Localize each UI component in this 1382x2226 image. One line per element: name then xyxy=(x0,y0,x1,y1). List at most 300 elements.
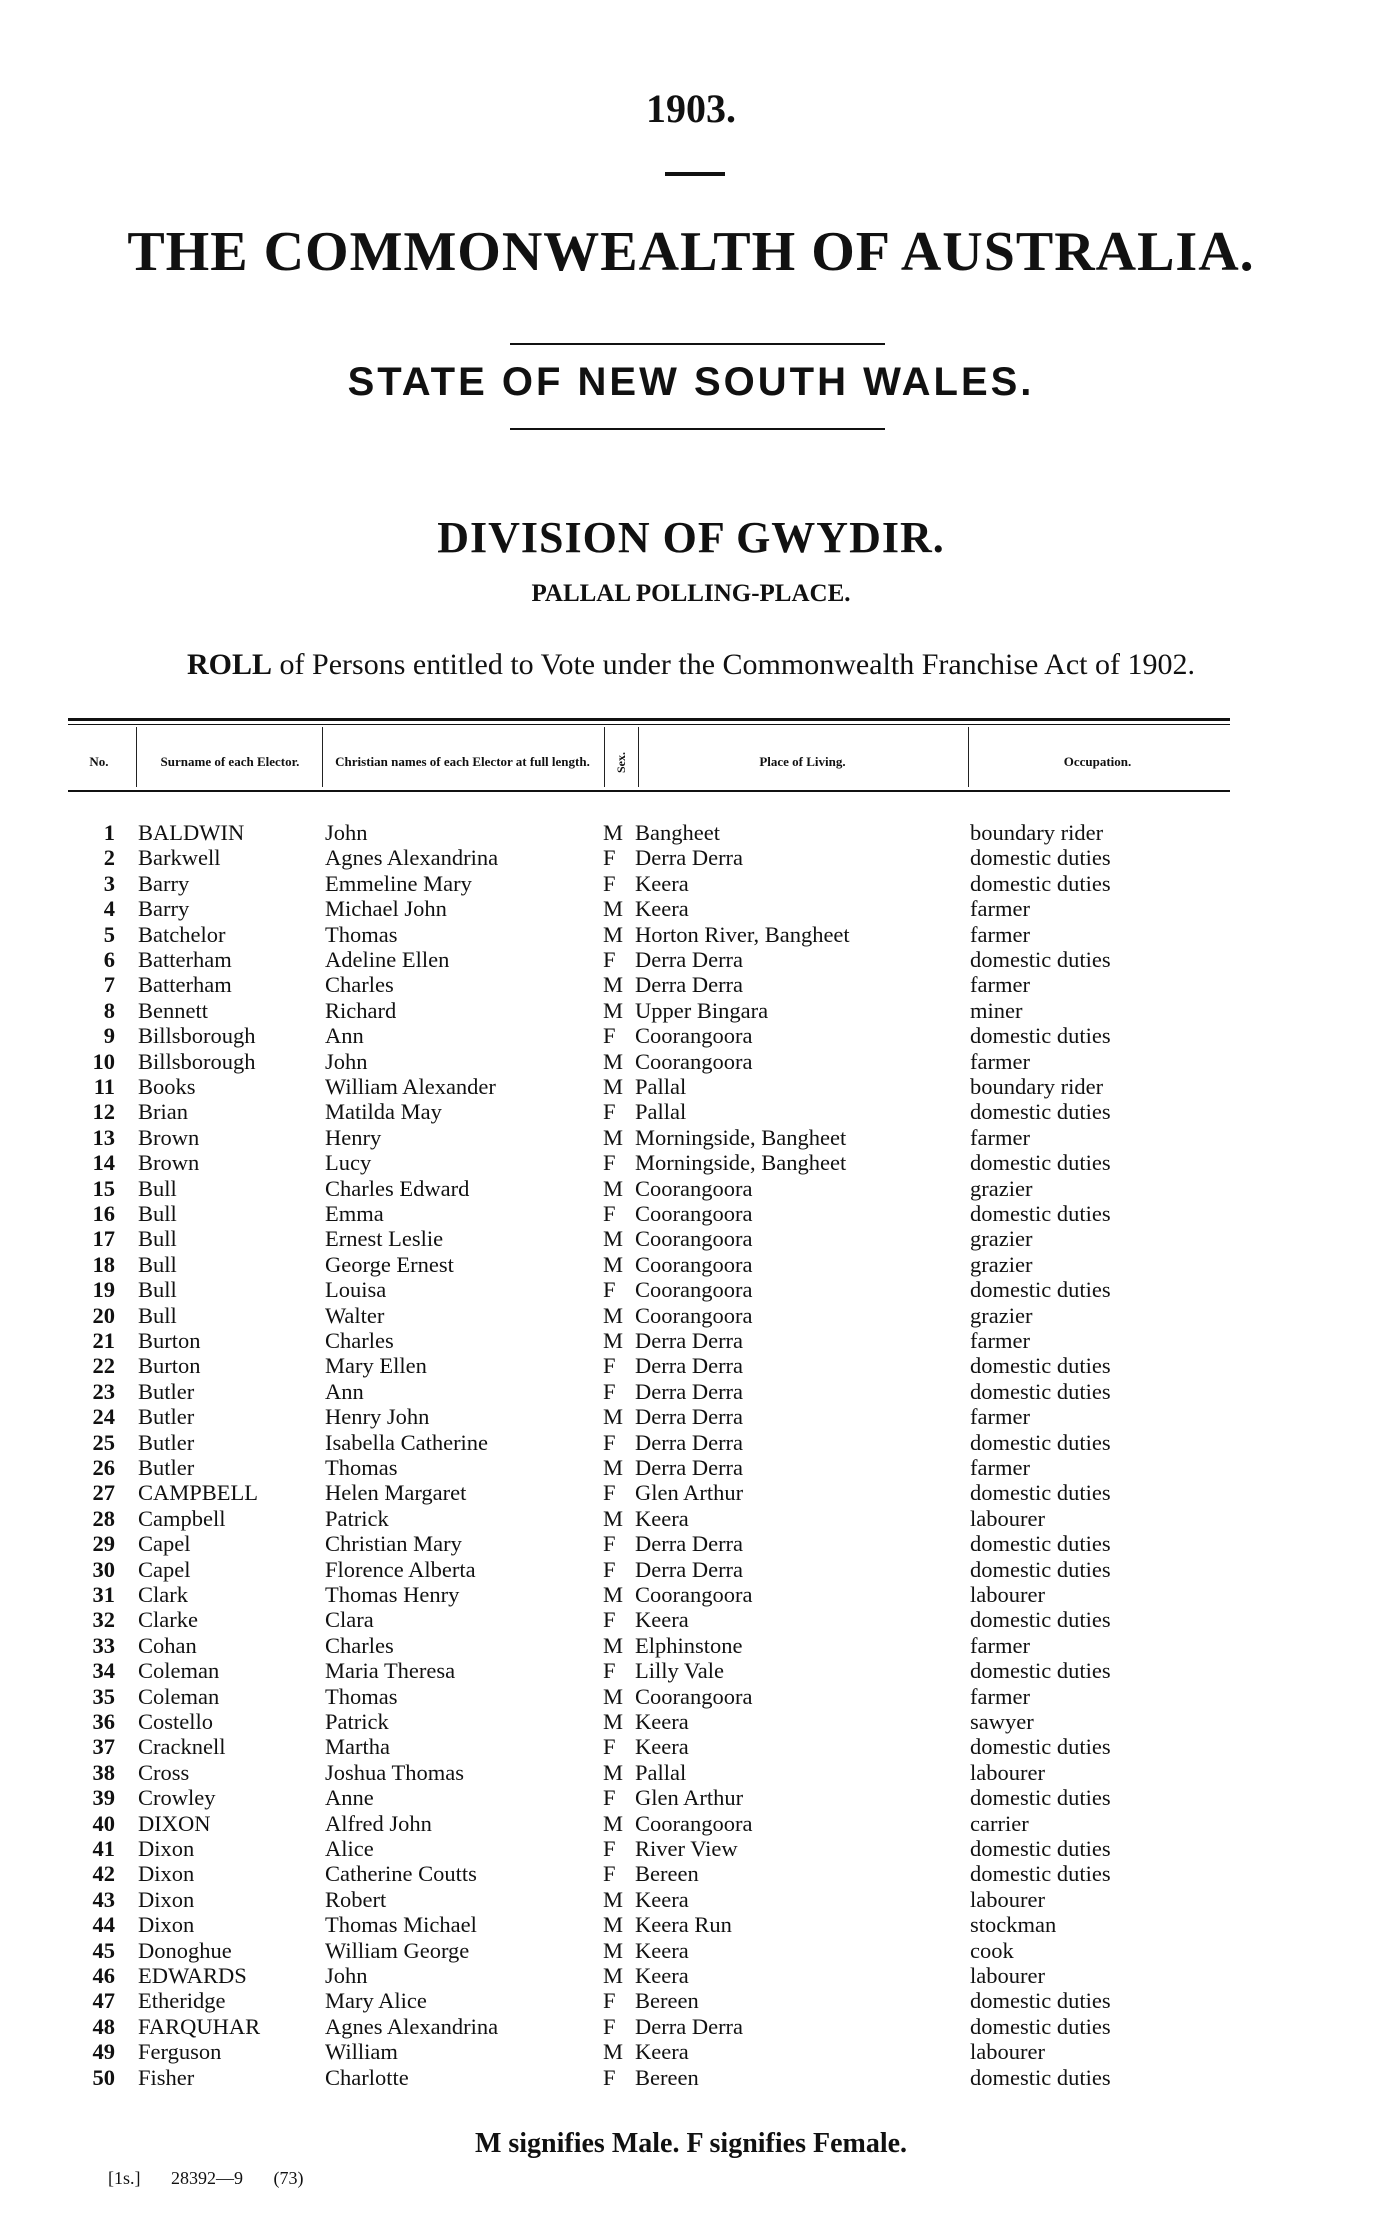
elector-christian-names: John xyxy=(325,820,368,845)
elector-christian-names: Patrick xyxy=(325,1709,389,1734)
elector-occupation: labourer xyxy=(970,2039,1045,2065)
elector-place: Glen Arthur xyxy=(635,1785,744,1811)
elector-christian-names: Robert xyxy=(325,1886,387,1912)
elector-surname: Dixon xyxy=(138,1861,195,1887)
elector-christian-names: Maria Theresa xyxy=(325,1658,456,1684)
elector-place: Derra Derra xyxy=(635,1429,744,1455)
elector-place: Derra Derra xyxy=(635,1328,744,1353)
elector-surname: Cracknell xyxy=(138,1734,226,1760)
elector-sex: F xyxy=(603,1861,616,1887)
elector-place: Coorangoora xyxy=(635,1302,753,1328)
elector-surname: Bull xyxy=(138,1277,177,1303)
elector-christian-names: Walter xyxy=(325,1302,385,1328)
elector-surname: Bull xyxy=(138,1251,177,1277)
elector-occupation: domestic duties xyxy=(970,1836,1111,1861)
elector-christian-names: Alfred John xyxy=(325,1810,432,1836)
table-row xyxy=(0,1582,1382,1607)
elector-occupation: farmer xyxy=(970,1048,1030,1074)
elector-christian-names: Charles xyxy=(325,972,394,998)
elector-christian-names: Joshua Thomas xyxy=(325,1759,464,1785)
table-row xyxy=(0,1836,1382,1861)
elector-surname: Batterham xyxy=(138,947,232,972)
column-divider xyxy=(604,727,605,787)
elector-surname: Fisher xyxy=(138,2064,195,2090)
column-divider xyxy=(322,727,323,787)
table-row xyxy=(0,1912,1382,1937)
elector-number: 4 xyxy=(103,896,115,922)
elector-surname: Donoghue xyxy=(138,1937,232,1963)
elector-number: 31 xyxy=(92,1582,115,1607)
elector-sex: M xyxy=(603,1404,624,1430)
elector-surname: Butler xyxy=(138,1378,195,1404)
elector-occupation: farmer xyxy=(970,1632,1030,1658)
elector-sex: M xyxy=(603,1963,624,1988)
table-row xyxy=(0,2039,1382,2064)
elector-sex: M xyxy=(603,896,624,922)
table-row xyxy=(0,1760,1382,1785)
elector-occupation: grazier xyxy=(970,1226,1033,1252)
elector-number: 25 xyxy=(92,1429,115,1455)
elector-occupation: boundary rider xyxy=(970,1074,1104,1099)
elector-occupation: farmer xyxy=(970,1455,1030,1480)
table-row xyxy=(0,1633,1382,1658)
elector-occupation: domestic duties xyxy=(970,845,1111,871)
elector-number: 46 xyxy=(92,1963,115,1988)
elector-sex: M xyxy=(603,1302,624,1328)
elector-sex: M xyxy=(603,921,624,947)
table-row xyxy=(0,2065,1382,2090)
state-heading: STATE OF NEW SOUTH WALES. xyxy=(347,360,1035,404)
elector-sex: F xyxy=(603,1734,616,1760)
elector-sex: M xyxy=(603,1810,624,1836)
elector-surname: CAMPBELL xyxy=(138,1480,259,1506)
elector-occupation: domestic duties xyxy=(970,947,1111,972)
elector-place: Morningside, Bangheet xyxy=(635,1124,847,1150)
elector-christian-names: Charles xyxy=(325,1328,394,1353)
elector-sex: M xyxy=(603,1455,624,1480)
elector-christian-names: Michael John xyxy=(325,896,447,922)
elector-christian-names: Emmeline Mary xyxy=(325,870,472,896)
elector-christian-names: John xyxy=(325,1048,368,1074)
elector-number: 3 xyxy=(103,870,115,896)
table-top-rule-thin xyxy=(68,724,1230,725)
elector-place: Coorangoora xyxy=(635,1277,753,1303)
elector-sex: M xyxy=(603,1912,624,1938)
elector-surname: Bull xyxy=(138,1226,177,1252)
elector-number: 21 xyxy=(92,1328,115,1353)
column-header-sex xyxy=(606,732,636,792)
elector-sex: M xyxy=(603,972,624,998)
elector-christian-names: Henry xyxy=(325,1124,382,1150)
table-row xyxy=(0,1074,1382,1099)
elector-place: Keera xyxy=(635,1734,689,1760)
table-row xyxy=(0,1734,1382,1759)
elector-surname: Costello xyxy=(138,1709,214,1734)
elector-sex: F xyxy=(603,2064,616,2090)
table-row xyxy=(0,1480,1382,1505)
elector-sex: F xyxy=(603,1556,616,1582)
elector-place: Derra Derra xyxy=(635,947,744,972)
elector-christian-names: Ann xyxy=(325,1378,364,1404)
elector-occupation: domestic duties xyxy=(970,1150,1111,1176)
elector-place: Upper Bingara xyxy=(635,997,769,1023)
elector-christian-names: Clara xyxy=(325,1607,374,1633)
elector-surname: Crowley xyxy=(138,1785,216,1811)
elector-occupation: labourer xyxy=(970,1886,1045,1912)
elector-place: Bangheet xyxy=(635,820,720,845)
elector-number: 10 xyxy=(92,1048,115,1074)
elector-sex: M xyxy=(603,1582,624,1607)
table-row xyxy=(0,1785,1382,1810)
elector-christian-names: William George xyxy=(325,1937,470,1963)
elector-surname: Cross xyxy=(138,1759,190,1785)
elector-sex: F xyxy=(603,1785,616,1811)
table-row xyxy=(0,998,1382,1023)
elector-place: Keera Run xyxy=(635,1912,732,1938)
elector-christian-names: Thomas xyxy=(325,1455,398,1480)
elector-christian-names: Martha xyxy=(325,1734,390,1760)
column-divider xyxy=(968,727,969,787)
elector-place: Keera xyxy=(635,1886,689,1912)
elector-christian-names: William Alexander xyxy=(325,1074,496,1099)
elector-surname: Bennett xyxy=(138,997,208,1023)
elector-surname: Butler xyxy=(138,1429,195,1455)
table-row xyxy=(0,1277,1382,1302)
elector-place: Glen Arthur xyxy=(635,1480,744,1506)
elector-sex: M xyxy=(603,1759,624,1785)
elector-number: 28 xyxy=(92,1505,115,1531)
elector-christian-names: Mary Ellen xyxy=(325,1353,427,1379)
elector-number: 24 xyxy=(92,1404,115,1430)
elector-number: 38 xyxy=(92,1759,115,1785)
elector-christian-names: Helen Margaret xyxy=(325,1480,467,1506)
elector-number: 23 xyxy=(92,1378,115,1404)
table-row xyxy=(0,1226,1382,1251)
elector-number: 17 xyxy=(92,1226,115,1252)
elector-sex: F xyxy=(603,2013,616,2039)
elector-christian-names: Thomas xyxy=(325,921,398,947)
table-row xyxy=(0,1303,1382,1328)
elector-surname: Billsborough xyxy=(138,1048,256,1074)
elector-occupation: farmer xyxy=(970,1328,1030,1353)
table-row xyxy=(0,1150,1382,1175)
elector-occupation: farmer xyxy=(970,896,1030,922)
elector-surname: Billsborough xyxy=(138,1023,256,1049)
column-header-surname: Surname of each Elector. xyxy=(160,754,300,769)
elector-christian-names: Florence Alberta xyxy=(325,1556,476,1582)
elector-sex: F xyxy=(603,1429,616,1455)
elector-number: 16 xyxy=(92,1201,115,1226)
elector-number: 39 xyxy=(92,1785,115,1811)
elector-christian-names: Patrick xyxy=(325,1505,389,1531)
printer-reference xyxy=(108,2168,330,2189)
elector-occupation: domestic duties xyxy=(970,1556,1111,1582)
elector-number: 45 xyxy=(92,1937,115,1963)
elector-occupation: boundary rider xyxy=(970,820,1104,845)
elector-number: 1 xyxy=(103,820,115,845)
elector-surname: Clarke xyxy=(138,1607,198,1633)
table-row xyxy=(0,1201,1382,1226)
elector-number: 47 xyxy=(92,1988,115,2014)
elector-occupation: labourer xyxy=(970,1505,1045,1531)
elector-sex: F xyxy=(603,1201,616,1226)
elector-number: 8 xyxy=(103,997,115,1023)
elector-place: Keera xyxy=(635,1937,689,1963)
table-row xyxy=(0,1811,1382,1836)
elector-occupation: domestic duties xyxy=(970,1277,1111,1303)
elector-occupation: farmer xyxy=(970,972,1030,998)
elector-place: Keera xyxy=(635,1607,689,1633)
elector-christian-names: Anne xyxy=(325,1785,374,1811)
table-row xyxy=(0,820,1382,845)
elector-place: Pallal xyxy=(635,1759,687,1785)
elector-place: Coorangoora xyxy=(635,1582,753,1607)
elector-occupation: miner xyxy=(970,997,1023,1023)
table-row xyxy=(0,972,1382,997)
elector-place: Derra Derra xyxy=(635,1404,744,1430)
elector-surname: Batterham xyxy=(138,972,232,998)
elector-sex: M xyxy=(603,1048,624,1074)
elector-christian-names: Agnes Alexandrina xyxy=(325,2013,499,2039)
elector-number: 26 xyxy=(92,1455,115,1480)
elector-occupation: domestic duties xyxy=(970,1785,1111,1811)
roll-title xyxy=(0,648,1382,682)
elector-christian-names: Charles Edward xyxy=(325,1175,470,1201)
elector-number: 43 xyxy=(92,1886,115,1912)
table-row xyxy=(0,1557,1382,1582)
table-row xyxy=(0,1353,1382,1378)
table-row xyxy=(0,1531,1382,1556)
elector-place: Derra Derra xyxy=(635,1353,744,1379)
elector-sex: F xyxy=(603,1353,616,1379)
elector-surname: Clark xyxy=(138,1582,188,1607)
elector-sex: F xyxy=(603,1836,616,1861)
elector-christian-names: Charles xyxy=(325,1632,394,1658)
elector-number: 9 xyxy=(103,1023,115,1049)
elector-occupation: domestic duties xyxy=(970,1480,1111,1506)
elector-sex: M xyxy=(603,1124,624,1150)
table-row xyxy=(0,1455,1382,1480)
table-row xyxy=(0,1607,1382,1632)
elector-surname: Coleman xyxy=(138,1683,220,1709)
table-row xyxy=(0,1938,1382,1963)
table-row xyxy=(0,1709,1382,1734)
elector-christian-names: Henry John xyxy=(325,1404,430,1430)
elector-surname: EDWARDS xyxy=(138,1963,247,1988)
elector-place: Pallal xyxy=(635,1074,687,1099)
elector-number: 6 xyxy=(103,947,115,972)
elector-christian-names: Alice xyxy=(325,1836,374,1861)
elector-occupation: domestic duties xyxy=(970,1378,1111,1404)
elector-sex: M xyxy=(603,1683,624,1709)
elector-surname: Etheridge xyxy=(138,1988,226,2014)
elector-place: River View xyxy=(635,1836,738,1861)
elector-occupation: grazier xyxy=(970,1302,1033,1328)
elector-number: 49 xyxy=(92,2039,115,2065)
elector-surname: Brown xyxy=(138,1124,200,1150)
elector-occupation: farmer xyxy=(970,1683,1030,1709)
table-row xyxy=(0,845,1382,870)
roll-title-word: ROLL xyxy=(187,648,273,681)
print-number: 28392—9 xyxy=(171,2168,243,2188)
table-row xyxy=(0,1252,1382,1277)
column-header-no: No. xyxy=(89,754,109,769)
elector-number: 48 xyxy=(92,2013,115,2039)
elector-christian-names: Emma xyxy=(325,1201,384,1226)
table-row xyxy=(0,1099,1382,1124)
elector-number: 12 xyxy=(92,1099,115,1125)
sex-legend: M signifies Male. F signifies Female. xyxy=(474,2128,908,2159)
elector-surname: Burton xyxy=(138,1328,201,1353)
elector-number: 5 xyxy=(103,921,115,947)
elector-christian-names: Mary Alice xyxy=(325,1988,427,2014)
table-row xyxy=(0,2014,1382,2039)
elector-christian-names: Adeline Ellen xyxy=(325,947,450,972)
elector-surname: Capel xyxy=(138,1556,191,1582)
elector-sex: M xyxy=(603,1226,624,1252)
table-row xyxy=(0,1506,1382,1531)
elector-occupation: grazier xyxy=(970,1251,1033,1277)
elector-surname: BALDWIN xyxy=(138,820,245,845)
elector-surname: DIXON xyxy=(138,1810,211,1836)
elector-sex: M xyxy=(603,1175,624,1201)
elector-occupation: cook xyxy=(970,1937,1014,1963)
elector-sex: F xyxy=(603,1480,616,1506)
elector-place: Morningside, Bangheet xyxy=(635,1150,847,1176)
elector-surname: Dixon xyxy=(138,1886,195,1912)
elector-surname: Cohan xyxy=(138,1632,197,1658)
elector-place: Keera xyxy=(635,870,689,896)
table-row xyxy=(0,1049,1382,1074)
elector-christian-names: Ernest Leslie xyxy=(325,1226,444,1252)
elector-place: Derra Derra xyxy=(635,972,744,998)
elector-surname: Burton xyxy=(138,1353,201,1379)
elector-place: Lilly Vale xyxy=(635,1658,724,1684)
elector-place: Keera xyxy=(635,1963,689,1988)
elector-place: Bereen xyxy=(635,1861,699,1887)
elector-surname: Barry xyxy=(138,896,190,922)
elector-place: Derra Derra xyxy=(635,1455,744,1480)
elector-surname: Dixon xyxy=(138,1912,195,1938)
elector-number: 40 xyxy=(92,1810,115,1836)
elector-occupation: farmer xyxy=(970,1404,1030,1430)
elector-occupation: domestic duties xyxy=(970,2064,1111,2090)
elector-occupation: domestic duties xyxy=(970,1429,1111,1455)
elector-occupation: sawyer xyxy=(970,1709,1034,1734)
elector-place: Coorangoora xyxy=(635,1683,753,1709)
elector-sex: M xyxy=(603,1632,624,1658)
elector-christian-names: George Ernest xyxy=(325,1251,454,1277)
elector-place: Elphinstone xyxy=(635,1632,743,1658)
elector-sex: F xyxy=(603,870,616,896)
elector-occupation: domestic duties xyxy=(970,1861,1111,1887)
elector-christian-names: Thomas xyxy=(325,1683,398,1709)
elector-number: 30 xyxy=(92,1556,115,1582)
elector-number: 35 xyxy=(92,1683,115,1709)
table-row xyxy=(0,1963,1382,1988)
elector-occupation: domestic duties xyxy=(970,1988,1111,2014)
elector-surname: Capel xyxy=(138,1531,191,1557)
elector-place: Coorangoora xyxy=(635,1175,753,1201)
elector-occupation: grazier xyxy=(970,1175,1033,1201)
column-header-place: Place of Living. xyxy=(759,754,846,769)
elector-christian-names: Catherine Coutts xyxy=(325,1861,477,1887)
elector-sex: M xyxy=(603,1328,624,1353)
elector-place: Coorangoora xyxy=(635,1023,753,1049)
sex-header-label: Sex. xyxy=(614,751,628,773)
elector-occupation: farmer xyxy=(970,921,1030,947)
elector-number: 20 xyxy=(92,1302,115,1328)
elector-number: 22 xyxy=(92,1353,115,1379)
elector-number: 34 xyxy=(92,1658,115,1684)
elector-number: 27 xyxy=(92,1480,115,1506)
elector-place: Derra Derra xyxy=(635,845,744,871)
elector-occupation: domestic duties xyxy=(970,1607,1111,1633)
elector-christian-names: Louisa xyxy=(325,1277,387,1303)
elector-place: Coorangoora xyxy=(635,1810,753,1836)
elector-occupation: labourer xyxy=(970,1963,1045,1988)
state-top-rule xyxy=(510,343,885,345)
elector-surname: Bull xyxy=(138,1175,177,1201)
elector-number: 14 xyxy=(92,1150,115,1176)
elector-place: Coorangoora xyxy=(635,1201,753,1226)
elector-christian-names: Isabella Catherine xyxy=(325,1429,489,1455)
elector-sex: M xyxy=(603,820,624,845)
elector-sex: F xyxy=(603,1099,616,1125)
elector-surname: Bull xyxy=(138,1201,177,1226)
elector-surname: Bull xyxy=(138,1302,177,1328)
table-row xyxy=(0,1379,1382,1404)
elector-occupation: domestic duties xyxy=(970,1099,1111,1125)
elector-occupation: labourer xyxy=(970,1759,1045,1785)
table-row xyxy=(0,947,1382,972)
table-row xyxy=(0,922,1382,947)
elector-christian-names: Thomas Michael xyxy=(325,1912,477,1938)
elector-occupation: domestic duties xyxy=(970,870,1111,896)
elector-surname: Brian xyxy=(138,1099,188,1125)
elector-christian-names: Matilda May xyxy=(325,1099,442,1125)
roll-title-text: of Persons entitled to Vote under the Commonwealth Franchise Act of 1902. xyxy=(272,648,1195,681)
elector-sex: M xyxy=(603,997,624,1023)
elector-sex: M xyxy=(603,1937,624,1963)
elector-occupation: domestic duties xyxy=(970,2013,1111,2039)
elector-sex: M xyxy=(603,2039,624,2065)
table-row xyxy=(0,1684,1382,1709)
table-row xyxy=(0,1404,1382,1429)
elector-sex: F xyxy=(603,947,616,972)
elector-christian-names: Christian Mary xyxy=(325,1531,462,1557)
elector-surname: Butler xyxy=(138,1404,195,1430)
elector-place: Keera xyxy=(635,1709,689,1734)
elector-occupation: domestic duties xyxy=(970,1023,1111,1049)
elector-christian-names: Lucy xyxy=(325,1150,372,1176)
elector-sex: M xyxy=(603,1505,624,1531)
elector-place: Bereen xyxy=(635,2064,699,2090)
elector-occupation: farmer xyxy=(970,1124,1030,1150)
elector-sex: F xyxy=(603,1023,616,1049)
table-row xyxy=(0,1658,1382,1683)
column-divider xyxy=(136,727,137,787)
year-divider xyxy=(665,172,725,176)
elector-sex: M xyxy=(603,1074,624,1099)
table-row xyxy=(0,1861,1382,1886)
state-bottom-rule xyxy=(510,428,885,430)
elector-number: 37 xyxy=(92,1734,115,1760)
column-header-christian-names: Christian names of each Elector at full length. xyxy=(335,754,590,769)
print-code: [1s.] xyxy=(108,2168,141,2188)
elector-surname: Barkwell xyxy=(138,845,221,871)
elector-occupation: domestic duties xyxy=(970,1734,1111,1760)
